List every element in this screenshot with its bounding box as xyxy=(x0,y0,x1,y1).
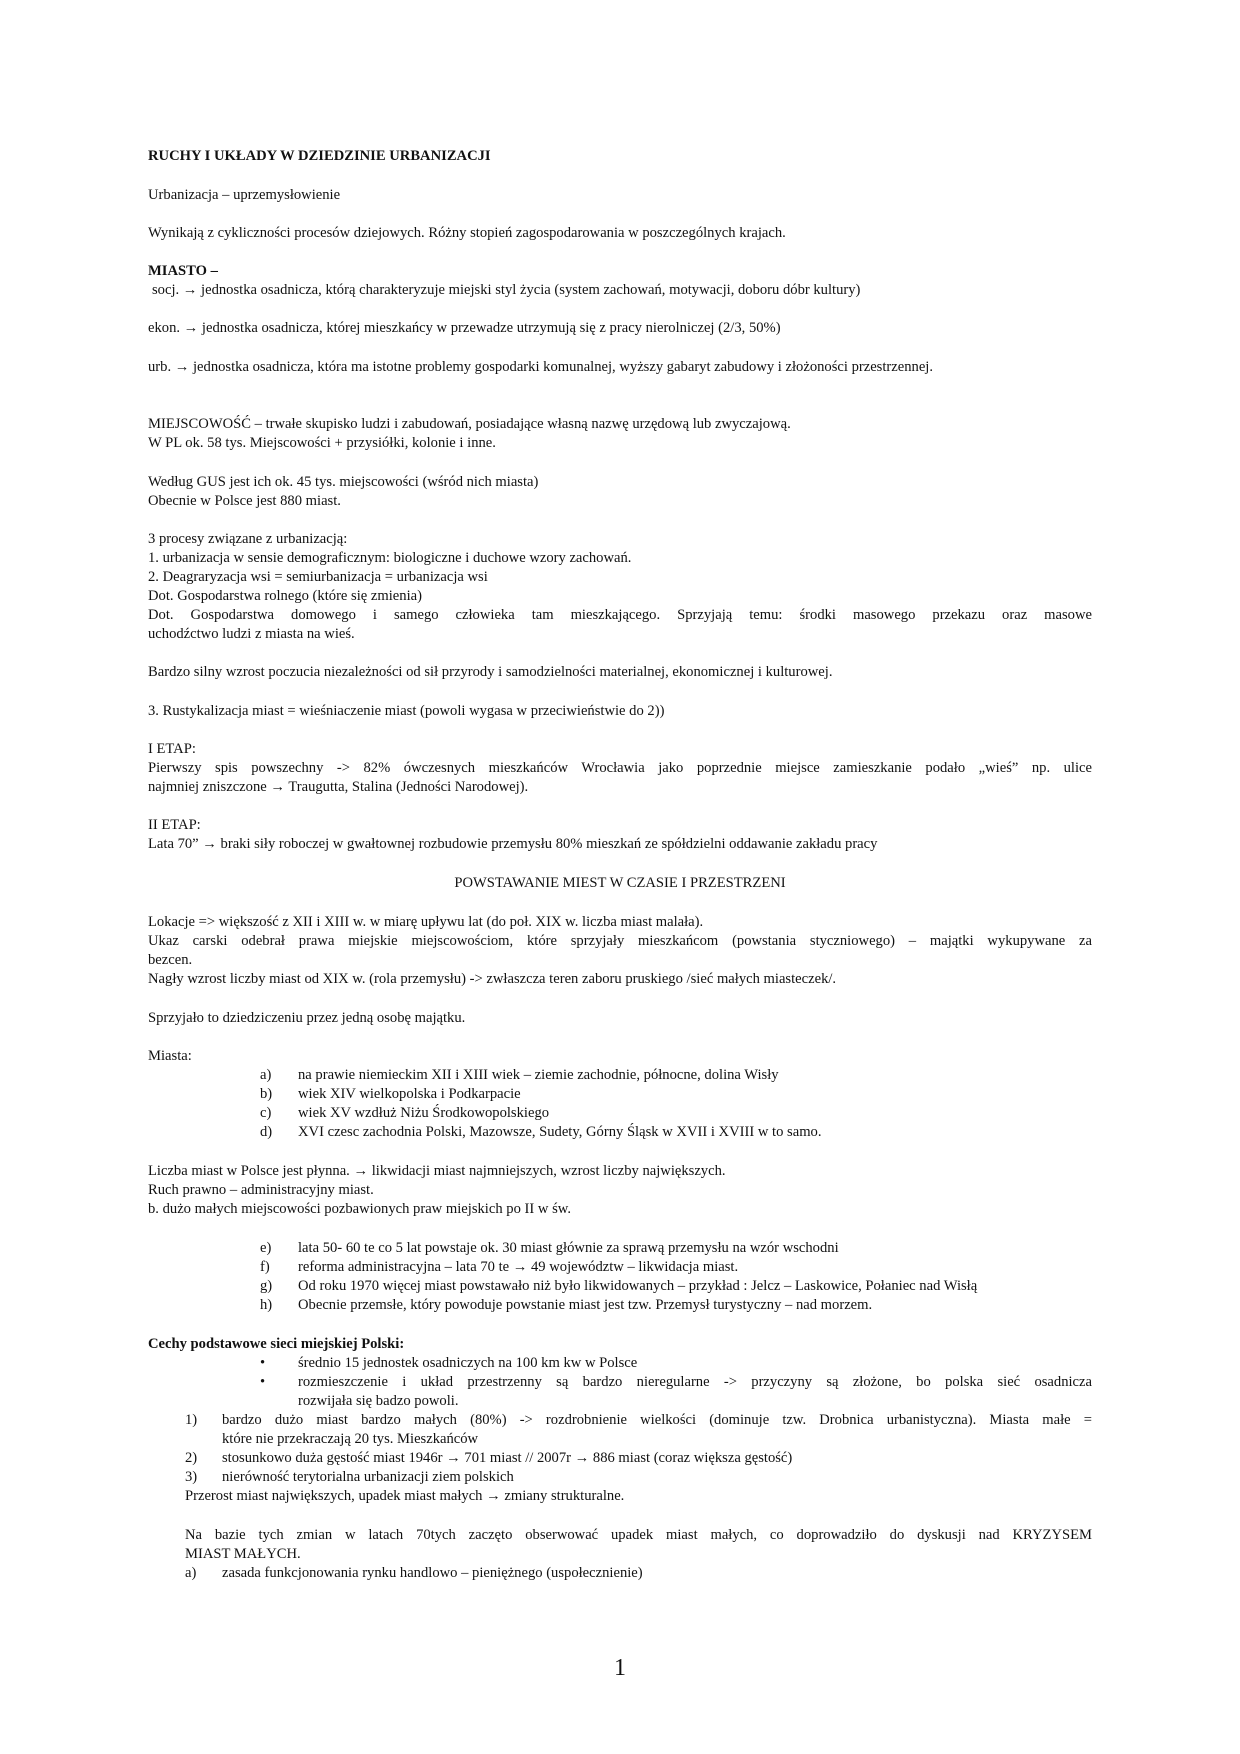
cechy-numbered-1-line1: bardzo dużo miast bardzo małych (80%) -> rozdrobnienie wielkości (dominuje tzw. Drobnica urbanistyczna). Miasta małe = xyxy=(222,1412,1092,1428)
numbered-label: 2) xyxy=(185,1450,198,1466)
etap1-line2: najmniej zniszczone → Traugutta, Stalina (Jedności Narodowej). xyxy=(148,779,529,795)
page-number: 1 xyxy=(614,1655,626,1681)
paragraph-wynikaja: Wynikają z cykliczności procesów dziejowych. Różny stopień zagospodarowania w poszczególnych krajach. xyxy=(148,225,786,241)
list-item-label: f) xyxy=(260,1259,270,1275)
list-item-label: a) xyxy=(260,1067,272,1083)
cechy-numbered-2: stosunkowo duża gęstość miast 1946r → 701 miast // 2007r → 886 miast (coraz większa gęstość) xyxy=(222,1450,793,1466)
procesy-item-3: 3. Rustykalizacja miast = wieśniaczenie miast (powoli wygasa w przeciwieństwie do 2)) xyxy=(148,703,665,719)
list-item-text: Obecnie przemsłe, który powoduje powstanie miast jest tzw. Przemysł turystyczny – nad morzem. xyxy=(298,1297,873,1313)
liczba-line1: Liczba miast w Polsce jest płynna. → likwidacji miast najmniejszych, wzrost liczby największych. xyxy=(148,1163,726,1179)
lokacje-line2: Ukaz carski odebrał prawa miejskie miejscowościom, które sprzyjały mieszkańcom (powstania styczniowego) – majątki wykupywane za xyxy=(148,933,1092,949)
kryzys-line1: Na bazie tych zmian w latach 70tych zaczęto obserwować upadek miast małych, co doprowadziło do dyskusji nad KRYZYSEM xyxy=(185,1527,1092,1543)
miasto-ekon: ekon. → jednostka osadnicza, której mieszkańcy w przewadze utrzymują się z pracy nierolniczej (2/3, 50%) xyxy=(148,320,781,336)
list-item-text: lata 50- 60 te co 5 lat powstaje ok. 30 miast głównie za sprawą przemysłu na wzór wschodni xyxy=(298,1240,839,1256)
numbered-label: 1) xyxy=(185,1412,198,1428)
numbered-label: 3) xyxy=(185,1469,198,1485)
cechy-bullet-2-line2: rozwijała się badzo powoli. xyxy=(298,1393,459,1409)
miejscowosc-gus: Według GUS jest ich ok. 45 tys. miejscowości (wśród nich miasta) xyxy=(148,474,539,490)
document-title: RUCHY I UKŁADY W DZIEDZINIE URBANIZACJI xyxy=(148,148,491,164)
miasta-heading: Miasta: xyxy=(148,1048,192,1064)
section-title-powstawanie: POWSTAWANIE MIEST W CZASIE I PRZESTRZENI xyxy=(454,875,786,891)
procesy-dot-2-line2: uchodźctwo ludzi z miasta na wieś. xyxy=(148,626,355,642)
procesy-item-1: 1. urbanizacja w sensie demograficznym: biologiczne i duchowe wzory zachowań. xyxy=(148,550,632,566)
bullet-icon: • xyxy=(260,1355,266,1371)
liczba-line3: b. dużo małych miejscowości pozbawionych praw miejskich po II w św. xyxy=(148,1201,571,1217)
etap2-heading: II ETAP: xyxy=(148,817,201,833)
etap1-heading: I ETAP: xyxy=(148,741,196,757)
etap1-line1: Pierwszy spis powszechny -> 82% ówczesnych mieszkańców Wrocławia jako poprzednie miejsce zamieszkanie podało „wieś” np. ulice xyxy=(148,760,1092,776)
heading-miasto: MIASTO – xyxy=(148,263,218,279)
list-item-label: b) xyxy=(260,1086,273,1102)
etap2-line1: Lata 70” → braki siły roboczej w gwałtownej rozbudowie przemysłu 80% mieszkań ze spółdzielni oddawanie zakładu pracy xyxy=(148,836,878,852)
list-item-text: wiek XIV wielkopolska i Podkarpacie xyxy=(298,1086,521,1102)
cechy-przerost: Przerost miast największych, upadek miast małych → zmiany strukturalne. xyxy=(185,1488,625,1504)
lokacje-line3: bezcen. xyxy=(148,952,193,968)
list-item-text: XVI czesc zachodnia Polski, Mazowsze, Sudety, Górny Śląsk w XVII i XVIII w to samo. xyxy=(298,1124,822,1140)
procesy-item-2: 2. Deagraryzacja wsi = semiurbanizacja = urbanizacja wsi xyxy=(148,569,488,585)
procesy-heading: 3 procesy związane z urbanizacją: xyxy=(148,531,348,547)
lokacje-line4: Nagły wzrost liczby miast od XIX w. (rola przemysłu) -> zwłaszcza teren zaboru pruskiego /sieć małych miasteczek/. xyxy=(148,971,837,987)
list-item-text: reforma administracyjna – lata 70 te → 49 województw – likwidacja miast. xyxy=(298,1259,739,1275)
list-item-label: g) xyxy=(260,1278,273,1294)
miasto-soc: socj. → jednostka osadnicza, którą charakteryzuje miejski styl życia (system zachowań, motywacji, doboru dóbr kultury) xyxy=(152,282,861,298)
bullet-icon: • xyxy=(260,1374,266,1390)
list-item-text: wiek XV wzdłuż Niżu Środkowopolskiego xyxy=(298,1105,550,1121)
miasto-urb: urb. → jednostka osadnicza, która ma istotne problemy gospodarki komunalnej, wyższy gabaryt zabudowy i złożoności przestrzennej. xyxy=(148,359,933,375)
cechy-numbered-3: nierówność terytorialna urbanizacji ziem polskich xyxy=(222,1469,514,1485)
miejscowosc-obecnie: Obecnie w Polsce jest 880 miast. xyxy=(148,493,341,509)
list-item-text: na prawie niemieckim XII i XIII wiek – ziemie zachodnie, północne, dolina Wisły xyxy=(298,1067,779,1083)
miejscowosc-definition: MIEJSCOWOŚĆ – trwałe skupisko ludzi i zabudowań, posiadające własną nazwę urzędową lub zwyczajową. xyxy=(148,416,791,432)
procesy-dot-1: Dot. Gospodarstwa rolnego (które się zmienia) xyxy=(148,588,422,604)
procesy-silny: Bardzo silny wzrost poczucia niezależności od sił przyrody i samodzielności materialnej, ekonomicznej i kulturowej. xyxy=(148,664,833,680)
miejscowosc-pl: W PL ok. 58 tys. Miejscowości + przysiółki, kolonie i inne. xyxy=(148,435,496,451)
cechy-numbered-1-line2: które nie przekraczają 20 tys. Mieszkańców xyxy=(222,1431,479,1447)
list-item-label: d) xyxy=(260,1124,273,1140)
numbered-label: a) xyxy=(185,1565,197,1581)
lokacje-line5: Sprzyjało to dziedziczeniu przez jedną osobę majątku. xyxy=(148,1010,466,1026)
list-item-label: h) xyxy=(260,1297,273,1313)
kryzys-item-a: zasada funkcjonowania rynku handlowo – pieniężnego (uspołecznienie) xyxy=(222,1565,643,1581)
paragraph-urbanizacja: Urbanizacja – uprzemysłowienie xyxy=(148,187,341,203)
kryzys-line2: MIAST MAŁYCH. xyxy=(185,1546,301,1562)
procesy-dot-2-line1: Dot. Gospodarstwa domowego i samego człowieka tam mieszkającego. Sprzyjają temu: środki masowego przekazu oraz masowe xyxy=(148,607,1092,623)
list-item-label: c) xyxy=(260,1105,272,1121)
cechy-bullet-2-line1: rozmieszczenie i układ przestrzenny są bardzo nieregularne -> przyczyny są złożone, bo polska sieć osadnicza xyxy=(298,1374,1092,1390)
list-item-label: e) xyxy=(260,1240,272,1256)
cechy-heading: Cechy podstawowe sieci miejskiej Polski: xyxy=(148,1336,405,1352)
lokacje-line1: Lokacje => większość z XII i XIII w. w miarę upływu lat (do poł. XIX w. liczba miast malała). xyxy=(148,914,704,930)
list-item-text: Od roku 1970 więcej miast powstawało niż było likwidowanych – przykład : Jelcz – Laskowice, Połaniec nad Wisłą xyxy=(298,1278,978,1294)
liczba-line2: Ruch prawno – administracyjny miast. xyxy=(148,1182,374,1198)
cechy-bullet-1: średnio 15 jednostek osadniczych na 100 km kw w Polsce xyxy=(298,1355,638,1371)
